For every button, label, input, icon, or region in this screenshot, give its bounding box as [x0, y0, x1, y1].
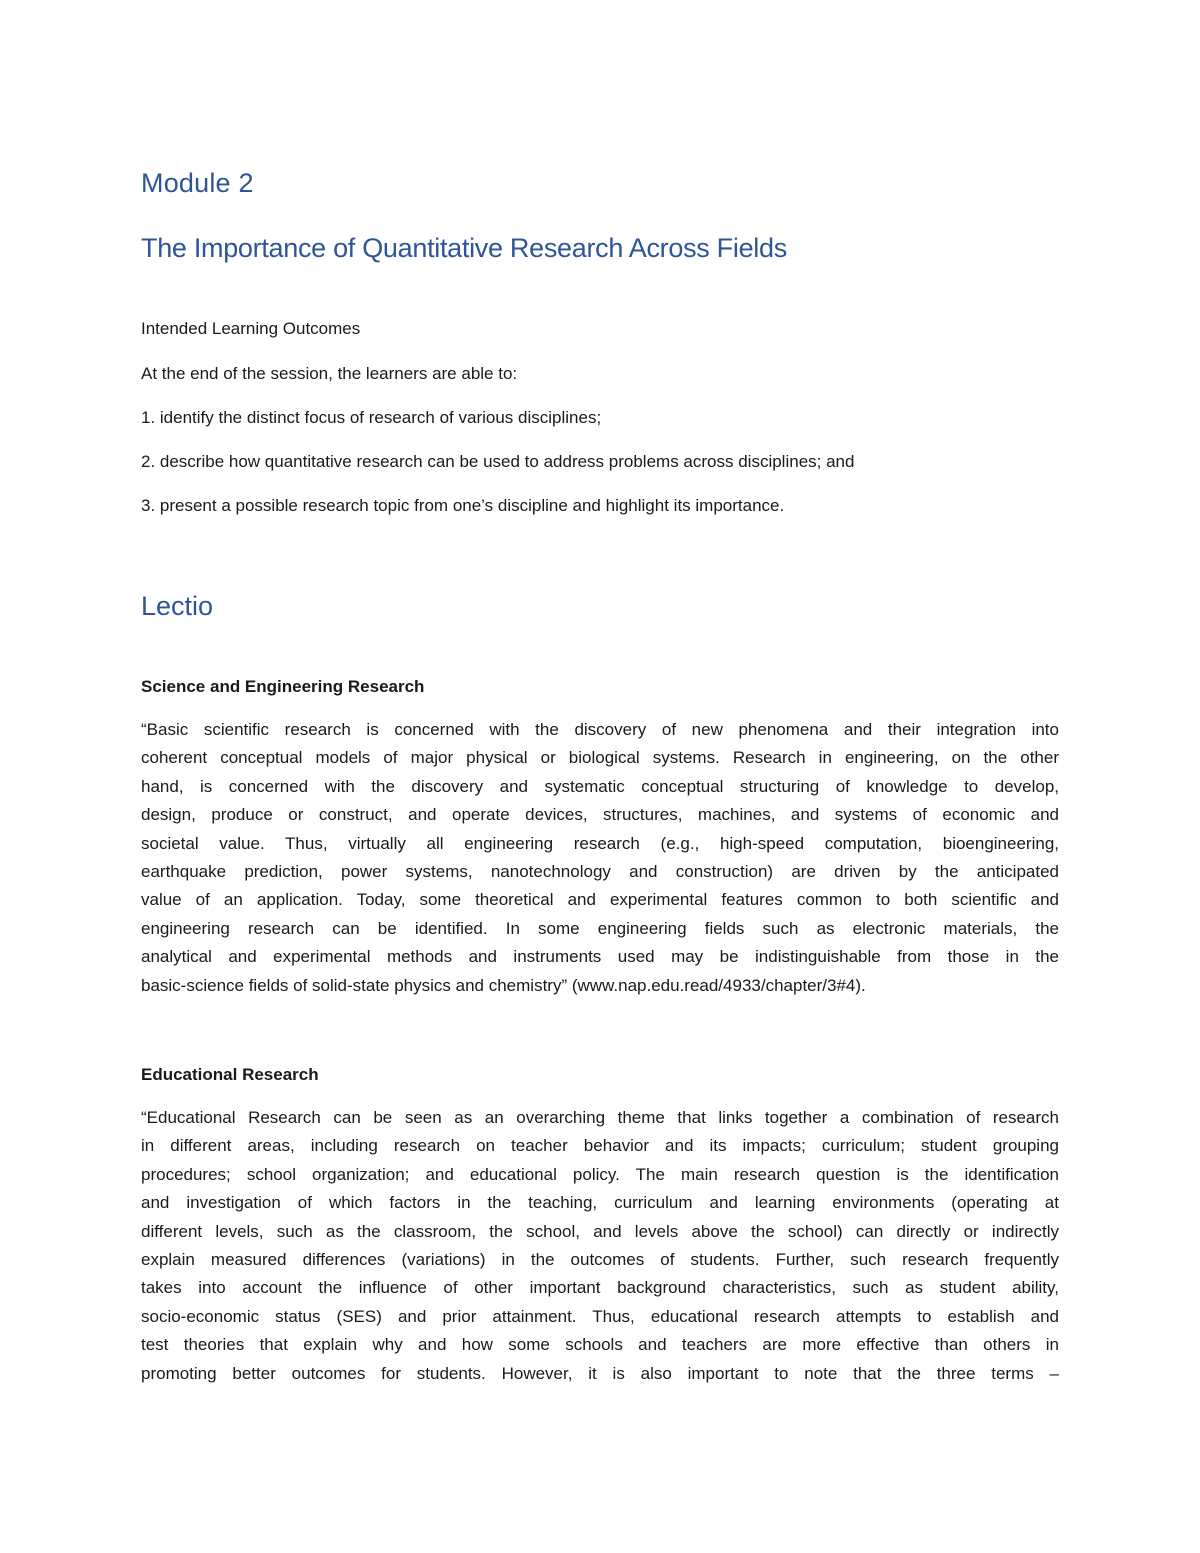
- section-body-science-engineering: [141, 716, 1059, 1000]
- paragraph-line: in different areas, including research on teacher behavior and its impacts; curriculum; student grouping: [141, 1136, 1059, 1156]
- paragraph-line: earthquake prediction, power systems, nanotechnology and construction) are driven by the anticipated: [141, 861, 1059, 881]
- paragraph-line: “Educational Research can be seen as an overarching theme that links together a combination of research: [141, 1108, 1059, 1127]
- paragraph-line: test theories that explain why and how some schools and teachers are more effective than others in: [141, 1335, 1059, 1355]
- section-body-educational: [141, 1104, 1059, 1388]
- paragraph-line: engineering research can be identified. In some engineering fields such as electronic materials, the: [141, 918, 1059, 938]
- paragraph-line: takes into account the influence of other important background characteristics, such as student ability,: [141, 1278, 1059, 1298]
- outcomes-intro: At the end of the session, the learners are able to:: [141, 364, 518, 383]
- paragraph-line: basic-science fields of solid-state physics and chemistry” (www.nap.edu.read/4933/chapter/3#4).: [141, 975, 866, 995]
- lectio-heading: Lectio: [141, 591, 214, 621]
- paragraph-line: design, produce or construct, and operate devices, structures, machines, and systems of economic and: [141, 805, 1059, 825]
- module-label: Module 2: [141, 168, 254, 198]
- paragraph-line: “Basic scientific research is concerned with the discovery of new phenomena and their integration into: [141, 720, 1059, 739]
- paragraph-line: hand, is concerned with the discovery and systematic conceptual structuring of knowledge to develop,: [141, 776, 1059, 796]
- paragraph-line: socio-economic status (SES) and prior attainment. Thus, educational research attempts to establish and: [141, 1306, 1059, 1326]
- section-heading-science-engineering: Science and Engineering Research: [141, 677, 425, 696]
- paragraph-line: different levels, such as the classroom, the school, and levels above the school) can directly or indirectly: [141, 1221, 1059, 1241]
- paragraph-line: and investigation of which factors in the teaching, curriculum and learning environments (operating at: [141, 1193, 1059, 1213]
- outcome-item-3: 3. present a possible research topic from one’s discipline and highlight its importance.: [141, 496, 785, 515]
- paragraph-line: explain measured differences (variations) in the outcomes of students. Further, such research frequently: [141, 1249, 1059, 1269]
- outcomes-heading: Intended Learning Outcomes: [141, 319, 361, 338]
- section-heading-educational: Educational Research: [141, 1065, 319, 1084]
- paragraph-line: promoting better outcomes for students. However, it is also important to note that the three terms –: [141, 1363, 1059, 1383]
- paragraph-line: value of an application. Today, some theoretical and experimental features common to both scientific and: [141, 890, 1059, 910]
- paragraph-line: coherent conceptual models of major physical or biological systems. Research in engineering, on the other: [141, 748, 1059, 768]
- document-title: The Importance of Quantitative Research Across Fields: [141, 233, 787, 263]
- paragraph-line: societal value. Thus, virtually all engineering research (e.g., high-speed computation, bioengineering,: [141, 833, 1059, 853]
- paragraph-line: procedures; school organization; and educational policy. The main research question is the identification: [141, 1164, 1059, 1184]
- paragraph-line: analytical and experimental methods and instruments used may be indistinguishable from those in the: [141, 947, 1059, 967]
- outcome-item-1: 1. identify the distinct focus of research of various disciplines;: [141, 408, 602, 427]
- outcome-item-2: 2. describe how quantitative research can be used to address problems across disciplines; and: [141, 452, 855, 471]
- document-page: [141, 0, 1059, 1553]
